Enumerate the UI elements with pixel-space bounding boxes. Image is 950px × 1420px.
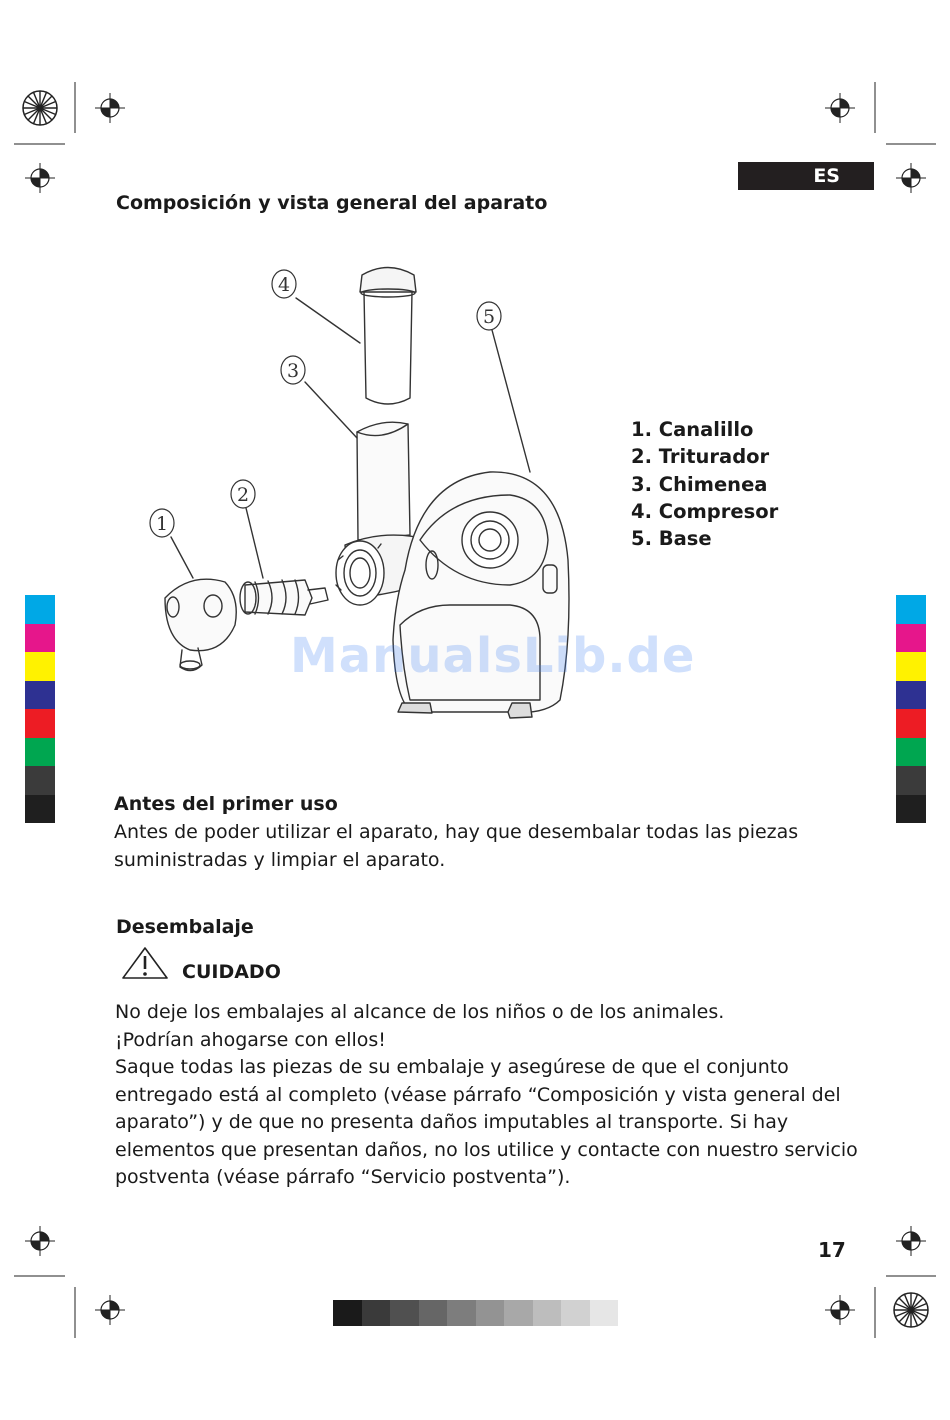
- callout-3: 3: [286, 360, 300, 382]
- paragraph-line: Saque todas las piezas de su embalaje y asegúrese de que el conjunto: [115, 1056, 789, 1078]
- color-bar-left: [25, 595, 55, 823]
- callout-5: 5: [482, 306, 496, 328]
- paragraph-line: Antes de poder utilizar el aparato, hay que desembalar todas las piezas: [114, 821, 799, 843]
- paragraph-line: suministradas y limpiar el aparato.: [114, 848, 446, 871]
- gray-swatch: [390, 1300, 419, 1326]
- callout-1: 1: [155, 513, 169, 535]
- gray-swatch: [476, 1300, 505, 1326]
- first-use-title: Antes del primer uso: [114, 793, 338, 815]
- legend-item: 4. Compresor: [631, 499, 779, 523]
- gray-swatch: [533, 1300, 562, 1326]
- legend-item: 5. Base: [631, 527, 712, 551]
- color-swatch: [25, 652, 55, 681]
- legend-item: 1. Canalillo: [631, 418, 754, 441]
- color-swatch: [896, 738, 926, 767]
- gray-swatch: [561, 1300, 590, 1326]
- crusher-part: [240, 580, 328, 615]
- paragraph-line: aparato”) y de que no presenta daños imputables al transporte. Si hay: [115, 1111, 789, 1133]
- color-swatch: [25, 595, 55, 624]
- gray-swatch: [447, 1300, 476, 1326]
- unpacking-title: Desembalaje: [116, 916, 254, 938]
- callout-4: 4: [277, 274, 291, 296]
- color-swatch: [896, 795, 926, 824]
- color-swatch: [25, 681, 55, 710]
- color-swatch: [25, 738, 55, 767]
- color-swatch: [896, 681, 926, 710]
- chimney-part: [357, 422, 410, 540]
- gray-swatch: [504, 1300, 533, 1326]
- paragraph-line: postventa (véase párrafo “Servicio postventa”).: [115, 1166, 571, 1188]
- paragraph-line: entregado está al completo (véase párrafo “Composición y vista general del: [115, 1083, 841, 1106]
- color-swatch: [896, 595, 926, 624]
- color-swatch: [896, 652, 926, 681]
- unpacking-text: [115, 999, 858, 1192]
- color-bar-right: [896, 595, 926, 823]
- grayscale-strip: [333, 1300, 618, 1326]
- section-title: Composición y vista general del aparato: [116, 192, 548, 214]
- paragraph-line: No deje los embalajes al alcance de los niños o de los animales.: [115, 1001, 725, 1023]
- gray-swatch: [419, 1300, 448, 1326]
- caution-label: CUIDADO: [182, 961, 281, 983]
- legend-item: 2. Triturador: [631, 445, 770, 469]
- legend-item: 3. Chimenea: [631, 472, 768, 496]
- color-swatch: [25, 624, 55, 653]
- warning-triangle-icon: [121, 946, 169, 980]
- paragraph-line: ¡Podrían ahogarse con ellos!: [115, 1028, 386, 1051]
- page-number: 17: [818, 1238, 846, 1262]
- color-swatch: [896, 766, 926, 795]
- language-badge: ES: [738, 162, 874, 190]
- compressor-part: [360, 268, 416, 405]
- color-swatch: [25, 795, 55, 824]
- gray-swatch: [333, 1300, 362, 1326]
- gray-swatch: [362, 1300, 391, 1326]
- gray-swatch: [590, 1300, 619, 1326]
- color-swatch: [896, 624, 926, 653]
- channel-part: [165, 579, 236, 670]
- watermark: ManualsLib.de: [290, 628, 696, 684]
- callout-2: 2: [236, 484, 250, 506]
- color-swatch: [25, 766, 55, 795]
- color-swatch: [25, 709, 55, 738]
- parts-legend: [631, 416, 778, 552]
- first-use-text: [114, 819, 798, 874]
- color-swatch: [896, 709, 926, 738]
- paragraph-line: elementos que presentan daños, no los utilice y contacte con nuestro servicio: [115, 1138, 858, 1161]
